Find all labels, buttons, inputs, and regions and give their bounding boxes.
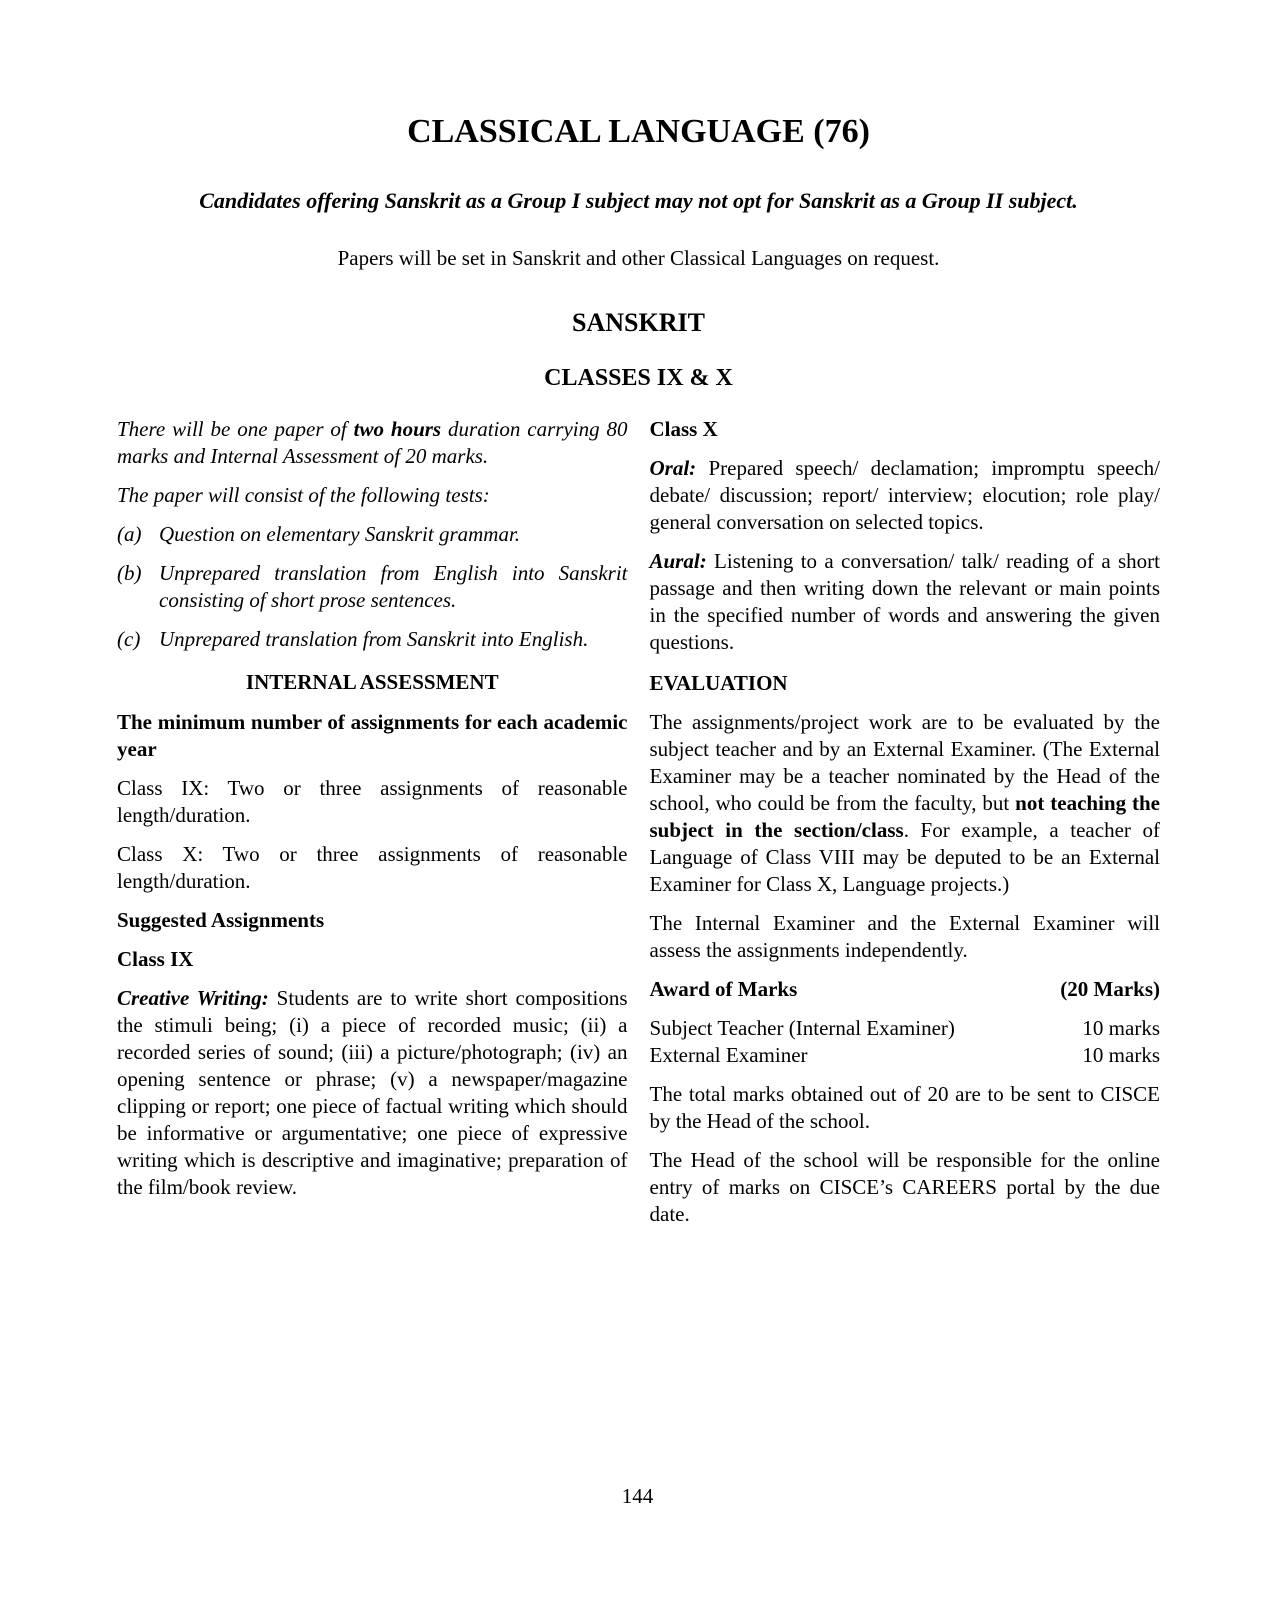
evaluation-heading: EVALUATION <box>649 671 788 696</box>
aural-text: Listening to a conversation/ talk/ reading of a short passage and then writing down the relevant or main points in the specified number of words and answering the given questions. <box>649 549 1160 655</box>
evaluation-text-bold: not teaching the subject in the section/class <box>649 791 1161 843</box>
min-assignments-heading: The minimum number of assignments for each academic year <box>117 710 628 762</box>
subject-heading: SANSKRIT <box>572 307 705 337</box>
creative-writing-label: Creative Writing: <box>117 986 269 1011</box>
oral-label: Oral: <box>649 456 697 481</box>
page-title: CLASSICAL LANGUAGE (76) <box>407 113 870 150</box>
evaluation-text-pre: The assignments/project work are to be evaluated by the subject teacher and by an External Examiner. (The External Examiner may be a teacher nominated by the Head of the school, who could be from the faculty, but <box>649 710 1160 816</box>
class-x-heading: Class X <box>649 417 718 442</box>
creative-writing-text: Students are to write short compositions the stimuli being; (i) a piece of recorded music; (ii) a recorded series of sound; (iii) a picture/photograph; (iv) an opening sentence or phrase; (v) a newspaper/magazine clipping or report; one piece of factual writing which should be informative or argumentative; one piece of expressive writing which is descriptive and imaginative; preparation of the film/book review. <box>117 986 628 1200</box>
marks-row-external <box>650 1042 1161 1069</box>
marks-row-internal-label: Subject Teacher (Internal Examiner) <box>649 1016 955 1041</box>
tests-intro-line: The paper will consist of the following tests: <box>117 483 490 508</box>
intro-paragraph <box>117 416 628 470</box>
test-item-a-text: Question on elementary Sanskrit grammar. <box>159 522 521 547</box>
total-marks-paragraph: The total marks obtained out of 20 are to be sent to CISCE by the Head of the school. <box>649 1082 1160 1134</box>
aural-label: Aural: <box>649 549 707 574</box>
classes-heading: CLASSES IX & X <box>544 364 733 391</box>
marks-row-external-value: 10 marks <box>1082 1043 1160 1068</box>
creative-writing-paragraph <box>117 985 628 1201</box>
evaluation-paragraph <box>650 709 1161 898</box>
papers-note: Papers will be set in Sanskrit and other Classical Languages on request. <box>337 245 940 270</box>
page-number: 144 <box>621 1484 654 1508</box>
intro-text-bold: two hours <box>353 417 442 442</box>
award-of-marks-label: Award of Marks <box>649 977 798 1002</box>
suggested-assignments-heading: Suggested Assignments <box>117 908 325 933</box>
marks-row-internal <box>650 1015 1161 1042</box>
test-item-c-text: Unprepared translation from Sanskrit into English. <box>159 627 589 652</box>
marks-row-internal-value: 10 marks <box>1082 1016 1160 1041</box>
marks-row-external-label: External Examiner <box>649 1043 808 1068</box>
intro-text-post: duration carrying 80 marks and Internal Assessment of 20 marks. <box>117 417 628 469</box>
head-of-school-paragraph: The Head of the school will be responsible for the online entry of marks on CISCE’s CAREERS portal by the due date. <box>649 1148 1160 1227</box>
group-restriction-note: Candidates offering Sanskrit as a Group I subject may not opt for Sanskrit as a Group II subject. <box>199 188 1078 214</box>
class-ix-assignments-line: Class IX: Two or three assignments of reasonable length/duration. <box>117 776 628 828</box>
award-of-marks-heading-row <box>650 976 1161 1003</box>
test-item-b-label: (b) <box>117 561 142 586</box>
test-item-a-label: (a) <box>117 522 142 547</box>
evaluation-text-post: . For example, a teacher of Language of Class VIII may be deputed to be an External Examiner for Class X, Language projects.) <box>649 818 1161 897</box>
test-item-c-label: (c) <box>117 627 141 652</box>
internal-assessment-heading: INTERNAL ASSESSMENT <box>245 670 499 695</box>
two-column-layout <box>117 416 1160 1240</box>
aural-paragraph <box>650 548 1161 656</box>
intro-text-pre: There will be one paper of <box>117 417 347 442</box>
marks-table <box>650 1015 1161 1069</box>
class-x-assignments-line: Class X: Two or three assignments of reasonable length/duration. <box>117 842 628 894</box>
oral-text: Prepared speech/ declamation; impromptu speech/ debate/ discussion; report/ interview; elocution; role play/ general conversation on selected topics. <box>649 456 1160 535</box>
test-item-a <box>117 521 628 548</box>
test-item-b-text: Unprepared translation from English into Sanskrit consisting of short prose sentences. <box>159 561 628 613</box>
oral-paragraph <box>650 455 1161 536</box>
left-column <box>117 416 628 1240</box>
test-item-b <box>117 560 628 614</box>
right-column <box>650 416 1161 1240</box>
award-total-marks: (20 Marks) <box>1060 977 1160 1002</box>
independent-assessment-paragraph: The Internal Examiner and the External Examiner will assess the assignments independently. <box>649 911 1160 963</box>
test-item-c <box>117 626 628 653</box>
class-ix-heading: Class IX <box>117 947 194 972</box>
